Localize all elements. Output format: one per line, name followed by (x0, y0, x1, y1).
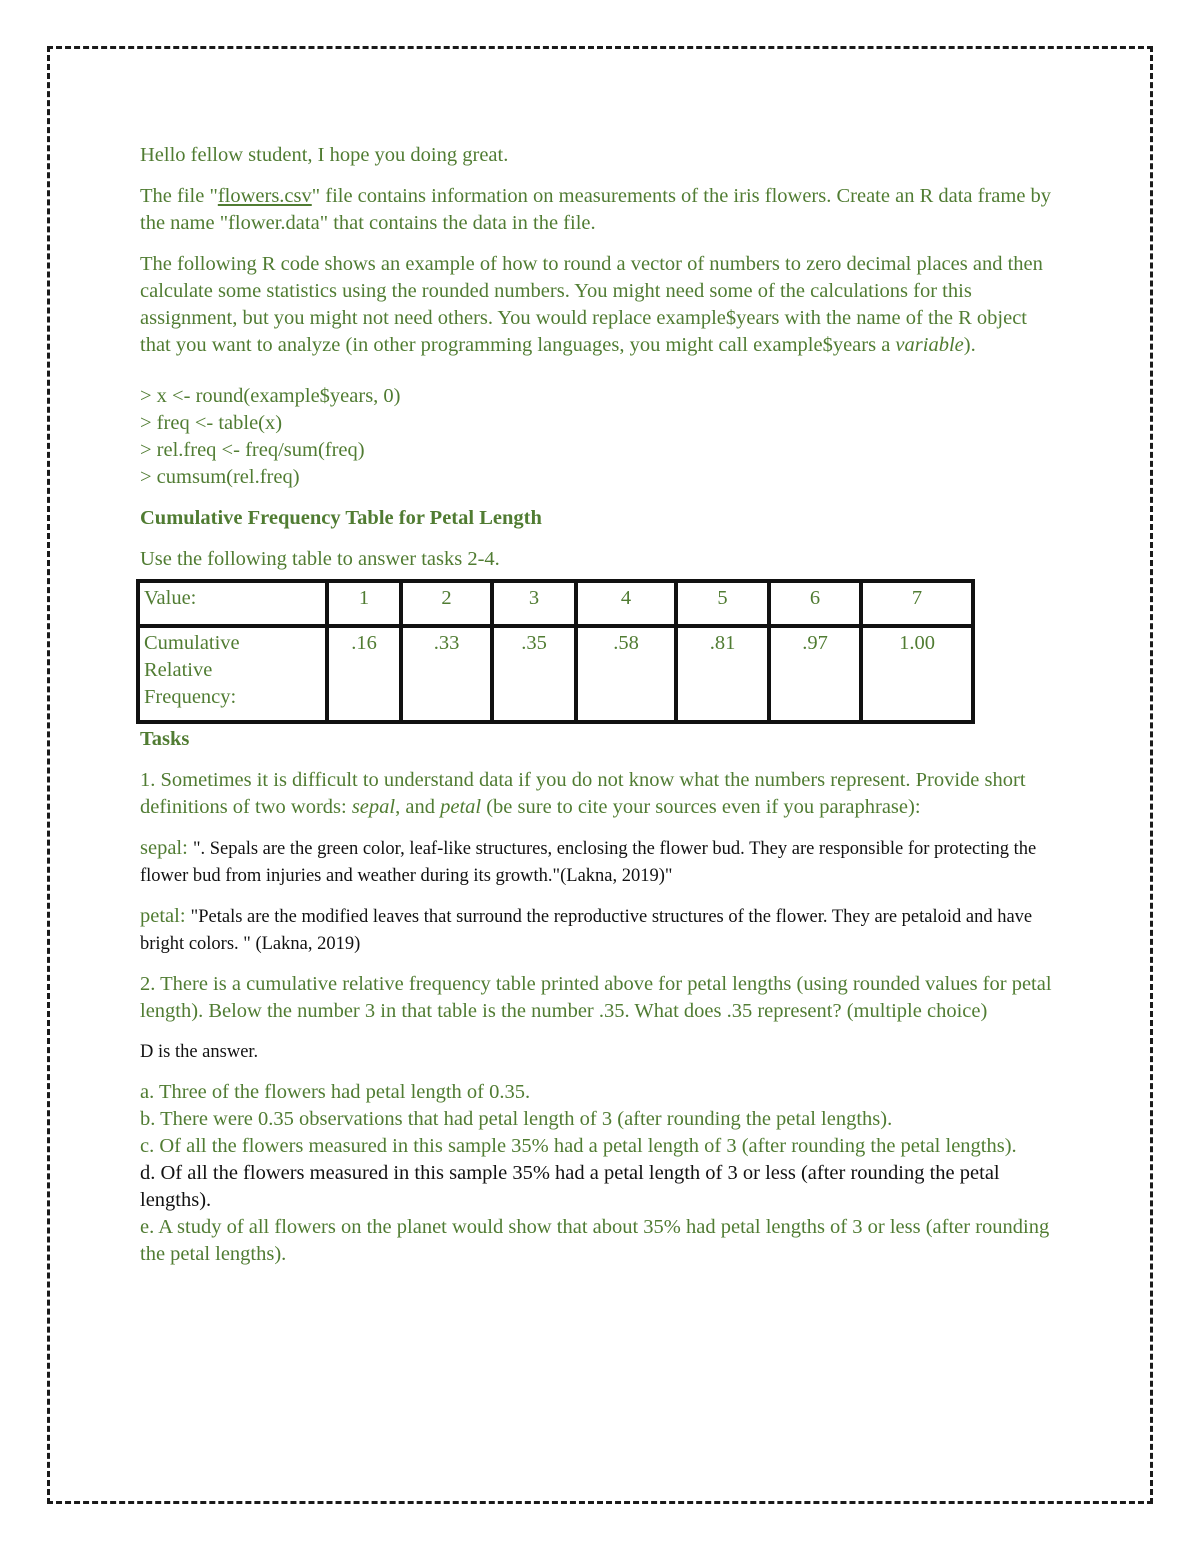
table-instruction: Use the following table to answer tasks 2-4. (140, 548, 500, 570)
greeting: Hello fellow student, I hope you doing great. (140, 144, 509, 166)
value-cell: 2 (401, 581, 492, 626)
value-label-cell: Value: (138, 581, 327, 626)
cum-freq-cell: .33 (401, 626, 492, 722)
choice-d: d. Of all the flowers measured in this sample 35% had a petal length of 3 or less (after rounding the petal lengths). (140, 1162, 1000, 1211)
value-cell: 7 (861, 581, 973, 626)
cumulative-frequency-table (136, 579, 975, 724)
document-body (140, 142, 1060, 1268)
choice-c: c. Of all the flowers measured in this sample 35% had a petal length of 3 (after rounding the petal lengths). (140, 1135, 1017, 1157)
value-cell: 1 (327, 581, 401, 626)
task-1: 1. Sometimes it is difficult to understand data if you do not know what the numbers represent. Provide short definitions of two words: sepal, and petal (be sure to cite your sources even if you paraphrase): (140, 769, 1026, 818)
petal-definition: petal: "Petals are the modified leaves that surround the reproductive structures of the flower. They are petaloid and have bright colors. " (Lakna, 2019) (140, 905, 1033, 954)
flowers-csv-link[interactable]: flowers.csv (217, 185, 312, 207)
choice-b: b. There were 0.35 observations that had petal length of 3 (after rounding the petal lengths). (140, 1108, 893, 1130)
multiple-choice-options (140, 1079, 1060, 1268)
choice-a: a. Three of the flowers had petal length of 0.35. (140, 1081, 531, 1103)
value-cell: 6 (769, 581, 861, 626)
cum-freq-cell: .35 (492, 626, 576, 722)
cum-freq-cell: .16 (327, 626, 401, 722)
code-description: The following R code shows an example of how to round a vector of numbers to zero decimal places and then calculate some statistics using the rounded numbers. You might need some of the calculations for this assignment, but you might not need others. You would replace example$years with the name of the R object that you want to analyze (in other programming languages, you might call example$years a variable). (140, 253, 1043, 356)
code-line: > freq <- table(x) (140, 412, 283, 434)
value-cell: 4 (576, 581, 676, 626)
cumulative-row (138, 626, 973, 722)
table-heading: Cumulative Frequency Table for Petal Length (140, 507, 542, 529)
code-line: > cumsum(rel.freq) (140, 466, 300, 488)
cum-freq-cell: .81 (676, 626, 769, 722)
cumulative-label-cell: Cumulative Relative Frequency: (138, 626, 327, 722)
cum-freq-cell: .97 (769, 626, 861, 722)
choice-e: e. A study of all flowers on the planet would show that about 35% had petal lengths of 3 or less (after rounding the petal lengths). (140, 1216, 1050, 1265)
value-row (138, 581, 973, 626)
cum-freq-cell: 1.00 (861, 626, 973, 722)
cum-freq-cell: .58 (576, 626, 676, 722)
file-instruction: The file "flowers.csv" file contains information on measurements of the iris flowers. Create an R data frame by the name "flower.data" that contains the data in the file. (140, 185, 1052, 234)
value-cell: 5 (676, 581, 769, 626)
answer-text: D is the answer. (140, 1042, 259, 1062)
code-line: > rel.freq <- freq/sum(freq) (140, 439, 365, 461)
sepal-definition: sepal: ". Sepals are the green color, leaf-like structures, enclosing the flower bud. They are responsible for protecting the flower bud from injuries and weather during its growth."(Lakna, 2019)" (140, 837, 1037, 886)
tasks-heading: Tasks (140, 728, 190, 750)
task-2: 2. There is a cumulative relative frequency table printed above for petal lengths (using rounded values for petal length). Below the number 3 in that table is the number .35. What does .35 represent? (multiple choice) (140, 973, 1052, 1022)
code-line: > x <- round(example$years, 0) (140, 385, 401, 407)
value-cell: 3 (492, 581, 576, 626)
r-code-block (140, 383, 1060, 491)
